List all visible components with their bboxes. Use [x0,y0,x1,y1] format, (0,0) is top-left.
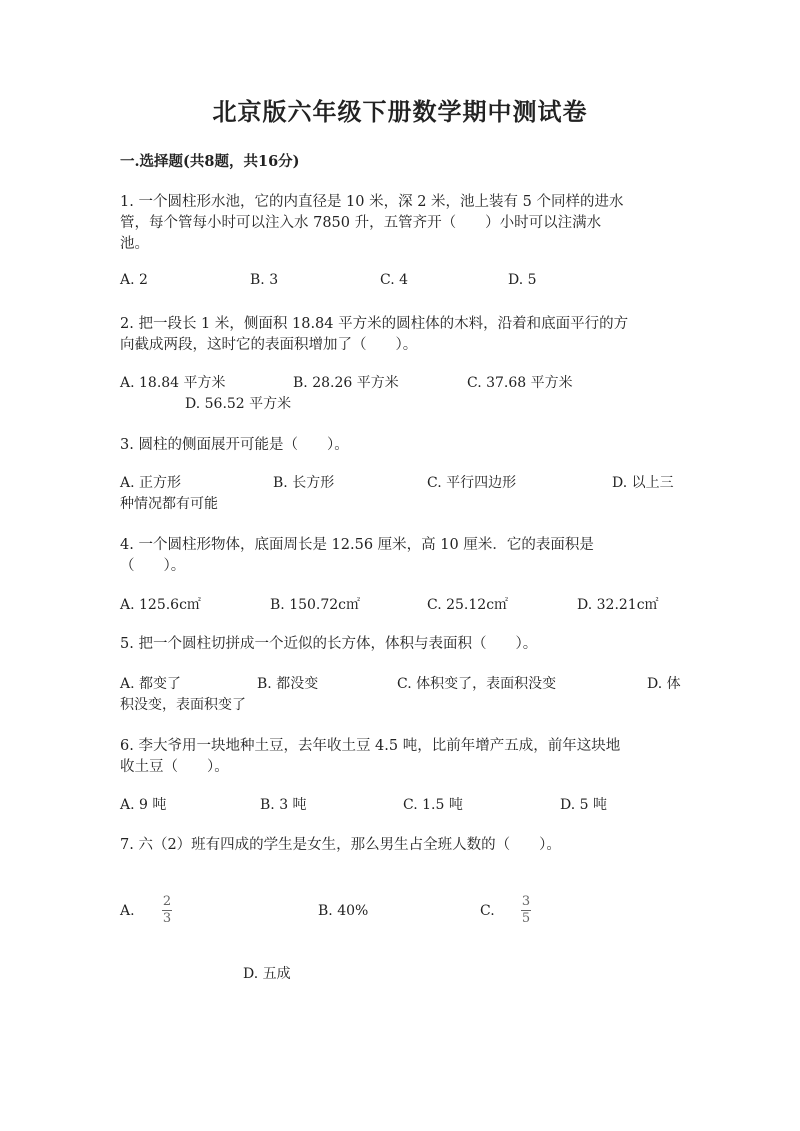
question-6-line-2: 收土豆（ ）。 [120,759,229,775]
question-3-option-b[interactable]: B. 长方形 [273,475,335,491]
question-1-option-c[interactable]: C. 4 [380,272,409,288]
question-2-option-a[interactable]: A. 18.84 平方米 [120,375,226,391]
question-7-option-c-fraction [521,895,531,926]
question-4-option-c[interactable]: C. 25.12c㎡ [427,597,509,613]
question-7-option-b[interactable]: B. 40% [318,903,369,919]
question-1-line-3: 池。 [120,236,149,252]
question-7-option-a[interactable]: A. [120,903,135,919]
question-7-option-c[interactable]: C. [480,903,495,919]
question-2-option-c[interactable]: C. 37.68 平方米 [467,375,573,391]
question-4-option-b[interactable]: B. 150.72c㎡ [270,597,361,613]
question-5-option-d[interactable]: D. 体 [647,676,681,692]
question-1-line-2: 管，每个管每小时可以注入水 7850 升，五管齐开（ ）小时可以注满水 [120,215,602,231]
question-1-option-d[interactable]: D. 5 [508,272,537,288]
question-2-option-b[interactable]: B. 28.26 平方米 [293,375,399,391]
section-heading: 一.选择题(共8题，共16分) [120,153,300,170]
question-5-option-a[interactable]: A. 都变了 [120,676,182,692]
question-1-option-a[interactable]: A. 2 [120,272,148,288]
question-6-option-d[interactable]: D. 5 吨 [560,797,607,813]
fraction-numerator: 2 [162,894,172,909]
question-1-line-1: 1. 一个圆柱形水池，它的内直径是 10 米，深 2 米，池上装有 5 个同样的进水 [120,194,624,210]
question-3-line-1: 3. 圆柱的侧面展开可能是（ ）。 [120,437,349,453]
question-4-option-a[interactable]: A. 125.6c㎡ [120,597,201,613]
question-3-option-d[interactable]: D. 以上三 [612,475,674,491]
fraction-denominator: 3 [162,911,172,926]
question-2-option-d[interactable]: D. 56.52 平方米 [185,396,292,412]
question-6-option-c[interactable]: C. 1.5 吨 [403,797,463,813]
question-5-line-1: 5. 把一个圆柱切拼成一个近似的长方体，体积与表面积（ ）。 [120,636,538,652]
question-7-option-d[interactable]: D. 五成 [243,966,291,982]
question-4-line-1: 4. 一个圆柱形物体，底面周长是 12.56 厘米，高 10 厘米．它的表面积是 [120,537,594,553]
question-1-option-b[interactable]: B. 3 [250,272,279,288]
question-4-option-d[interactable]: D. 32.21c㎡ [577,597,659,613]
question-5-option-c[interactable]: C. 体积变了，表面积没变 [397,676,557,692]
fraction-numerator: 3 [521,894,531,909]
question-5-option-b[interactable]: B. 都没变 [257,676,319,692]
question-5-option-d-continued: 积没变，表面积变了 [120,697,246,713]
question-3-option-a[interactable]: A. 正方形 [120,475,182,491]
fraction-denominator: 5 [521,911,531,926]
question-7-line-1: 7. 六（2）班有四成的学生是女生，那么男生占全班人数的（ ）。 [120,837,561,853]
question-3-option-d-continued: 种情况都有可能 [120,496,218,512]
question-6-option-a[interactable]: A. 9 吨 [120,797,167,813]
question-6-option-b[interactable]: B. 3 吨 [260,797,307,813]
question-6-line-1: 6. 李大爷用一块地种土豆，去年收土豆 4.5 吨，比前年增产五成，前年这块地 [120,738,621,754]
question-3-option-c[interactable]: C. 平行四边形 [427,475,517,491]
question-2-line-2: 向截成两段，这时它的表面积增加了（ ）。 [120,337,418,353]
page-title: 北京版六年级下册数学期中测试卷 [212,97,588,126]
question-4-line-2: （ ）。 [120,558,186,574]
question-2-line-1: 2. 把一段长 1 米，侧面积 18.84 平方米的圆柱体的木料，沿着和底面平行的方 [120,316,629,332]
question-7-option-a-fraction [162,895,172,926]
